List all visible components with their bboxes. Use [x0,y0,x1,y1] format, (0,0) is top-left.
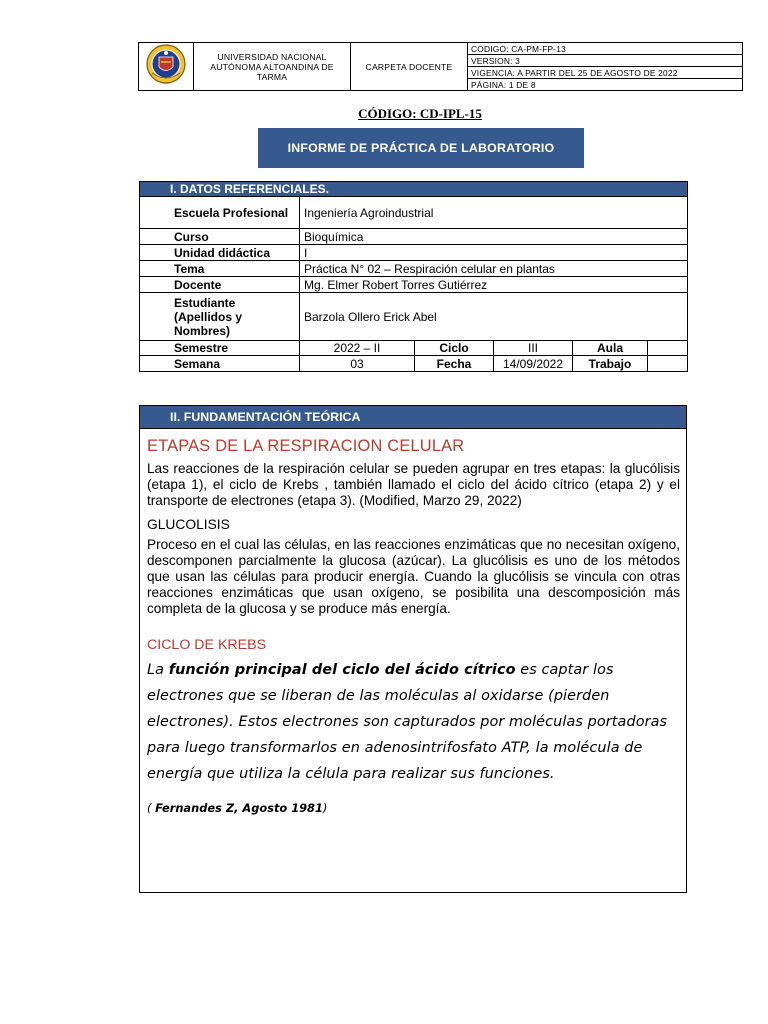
citation-close: ) [322,801,328,815]
krebs-paragraph [147,657,680,787]
krebs-bold-phrase: función principal del ciclo del ácido cítrico [168,662,516,678]
label-unidad: Unidad didáctica [140,245,300,261]
label-estudiante: Estudiante (Apellidos y Nombres) [140,293,300,341]
theory-paragraph-glucolisis: Proceso en el cual las células, en las reacciones enzimáticas que no necesitan oxígeno, descomponen parcialmente la glucosa (azúcar). La glucólisis es uno de los métodos que usan las células para producir energía. Cuando la glucólisis se vincula con otras reacciones enzimáticas que usan oxígeno, se posibilita una descomposición más completa de la glucosa y se produce más energía. [147,537,680,616]
krebs-rest: es captar los electrones que se liberan de las moléculas al oxidarse (pierden electrones). Estos electrones son capturados por moléculas portadoras para luego transformarlos en adenosintrifosfato ATP, la molécula de energía que utiliza la célula para realizar sus funciones. [147,662,668,782]
label-fecha: Fecha [415,356,494,372]
label-semestre: Semestre [140,341,300,356]
university-crest-icon [146,43,186,85]
value-semana: 03 [300,356,415,372]
theory-heading: ETAPAS DE LA RESPIRACION CELULAR [147,437,465,455]
value-aula [648,341,688,356]
value-trabajo [648,356,688,372]
value-estudiante: Barzola Ollero Erick Abel [300,293,688,341]
document-header [138,42,743,91]
reference-data-table [139,181,688,372]
section-title-fundamentacion: II. FUNDAMENTACIÓN TEÓRICA [140,406,686,429]
document-code: CÓDIGO: CD-IPL-15 [358,106,482,121]
subheading-krebs: CICLO DE KREBS [147,637,267,653]
krebs-citation [147,801,680,815]
theory-paragraph-stages: Las reacciones de la respiración celular se pueden agrupar en tres etapas: la glucólisis (etapa 1), el ciclo de Krebs , también llamado el ciclo del ácido cítrico (etapa 2) y el transporte de electrones (etapa 3). (Modified, Marzo 29, 2022) [147,461,680,508]
value-curso: Bioquímica [300,229,688,245]
theory-section [139,405,687,893]
value-docente: Mg. Elmer Robert Torres Gutiérrez [300,277,688,293]
logo-cell [139,43,194,91]
folder-label: CARPETA DOCENTE [351,43,468,91]
value-escuela: Ingeniería Agroindustrial [300,197,688,229]
label-ciclo: Ciclo [415,341,494,356]
label-escuela: Escuela Profesional [140,197,300,229]
meta-codigo: CODIGO: CA-PM-FP-13 [468,43,743,55]
label-docente: Docente [140,277,300,293]
meta-version: VERSION: 3 [468,55,743,67]
citation-text: Fernandes Z, Agosto 1981 [155,801,323,815]
value-tema: Práctica N° 02 – Respiración celular en plantas [300,261,688,277]
label-curso: Curso [140,229,300,245]
meta-pagina: PÁGINA: 1 DE 8 [468,79,743,91]
meta-vigencia: VIGENCIA: A PARTIR DEL 25 DE AGOSTO DE 2022 [468,67,743,79]
label-trabajo: Trabajo [573,356,648,372]
section-title-datos: I. DATOS REFERENCIALES. [140,182,688,197]
value-fecha: 14/09/2022 [494,356,573,372]
krebs-intro: La [147,662,169,678]
value-semestre: 2022 – II [300,341,415,356]
subheading-glucolisis: GLUCOLISIS [147,517,230,532]
value-ciclo: III [494,341,573,356]
label-aula: Aula [573,341,648,356]
citation-open: ( [147,801,156,815]
value-unidad: I [300,245,688,261]
report-title-banner: INFORME DE PRÁCTICA DE LABORATORIO [258,128,584,168]
label-semana: Semana [140,356,300,372]
university-name: UNIVERSIDAD NACIONAL AUTÓNOMA ALTOANDINA DE TARMA [194,43,351,91]
label-tema: Tema [140,261,300,277]
